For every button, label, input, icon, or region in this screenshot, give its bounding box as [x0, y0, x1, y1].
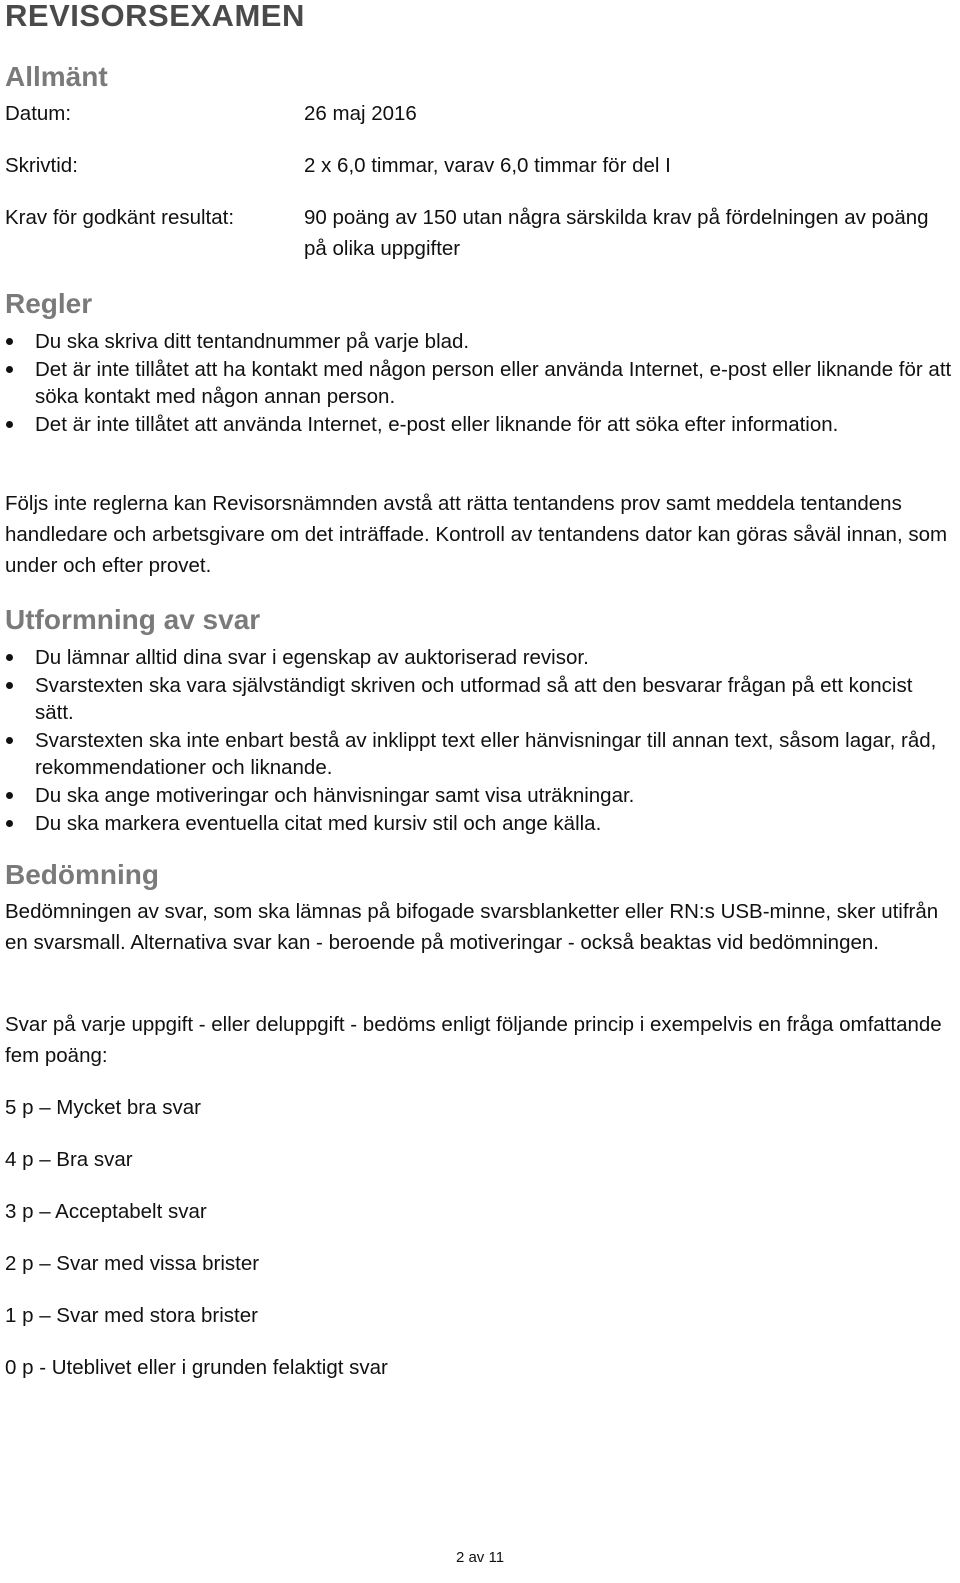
list-item-text: Du ska ange motiveringar och hänvisningar samt visa uträkningar. — [35, 784, 635, 807]
list-item-text: Du ska markera eventuella citat med kursiv stil och ange källa. — [35, 812, 602, 835]
bullet-icon — [6, 366, 13, 373]
list-item — [5, 782, 955, 809]
list-item-text: Svarstexten ska vara självständigt skriven och utformad så att den besvarar frågan på ett koncist sätt. — [35, 674, 913, 724]
list-item-text: Det är inte tillåtet att ha kontakt med någon person eller använda Internet, e-post eller liknande för att söka kontakt med någon annan person. — [35, 358, 952, 408]
page-number: 2 av 11 — [455, 1549, 505, 1566]
bullet-icon — [6, 682, 13, 689]
info-value: 26 maj 2016 — [304, 102, 417, 125]
answers-list — [5, 644, 955, 838]
list-item-text: Svarstexten ska inte enbart bestå av inklippt text eller hänvisningar till annan text, såsom lagar, råd, rekommendationer och liknande. — [35, 729, 937, 779]
bullet-icon — [6, 737, 13, 744]
grading-scale-item: 5 p – Mycket bra svar — [5, 1096, 201, 1119]
grading-paragraph-1: Bedömningen av svar, som ska lämnas på bifogade svarsblanketter eller RN:s USB-minne, sker utifrån en svarsmall. Alternativa svar kan - beroende på motiveringar - också beaktas vid bedömningen. — [5, 900, 939, 954]
section-heading-answers: Utformning av svar — [5, 604, 261, 635]
list-item-text: Du ska skriva ditt tentandnummer på varje blad. — [35, 330, 470, 353]
section-heading-rules: Regler — [5, 288, 93, 319]
bullet-icon — [6, 421, 13, 428]
grading-scale-item: 2 p – Svar med vissa brister — [5, 1252, 260, 1275]
list-item — [5, 328, 955, 355]
grading-scale-item: 0 p - Uteblivet eller i grunden felaktigt svar — [5, 1356, 388, 1379]
bullet-icon — [6, 654, 13, 661]
grading-paragraph-2: Svar på varje uppgift - eller deluppgift - bedöms enligt följande princip i exempelvis en fråga omfattande fem poäng: — [5, 1013, 942, 1067]
bullet-icon — [6, 792, 13, 799]
grading-scale-item: 3 p – Acceptabelt svar — [5, 1200, 207, 1223]
list-item — [5, 411, 955, 438]
info-value: 90 poäng av 150 utan några särskilda krav på fördelningen av poäng på olika uppgifter — [304, 206, 929, 260]
info-value: 2 x 6,0 timmar, varav 6,0 timmar för del I — [304, 154, 671, 177]
list-item — [5, 727, 955, 781]
list-item-text: Det är inte tillåtet att använda Internet, e-post eller liknande för att söka efter information. — [35, 413, 839, 436]
list-item — [5, 810, 955, 837]
info-label: Krav för godkänt resultat: — [5, 206, 235, 229]
section-heading-general: Allmänt — [5, 61, 108, 92]
bullet-icon — [6, 820, 13, 827]
document-title: REVISORSEXAMEN — [5, 0, 305, 33]
grading-scale-item: 1 p – Svar med stora brister — [5, 1304, 258, 1327]
rules-paragraph: Följs inte reglerna kan Revisorsnämnden avstå att rätta tentandens prov samt meddela tentandens handledare och arbetsgivare om det inträffade. Kontroll av tentandens dator kan göras såväl innan, som under och efter provet. — [5, 492, 948, 577]
list-item-text: Du lämnar alltid dina svar i egenskap av auktoriserad revisor. — [35, 646, 589, 669]
info-label: Datum: — [5, 102, 72, 125]
grading-scale-item: 4 p – Bra svar — [5, 1148, 133, 1171]
list-item — [5, 356, 955, 410]
rules-list — [5, 328, 955, 439]
list-item — [5, 672, 955, 726]
list-item — [5, 644, 955, 671]
section-heading-grading: Bedömning — [5, 859, 159, 890]
info-label: Skrivtid: — [5, 154, 78, 177]
bullet-icon — [6, 338, 13, 345]
